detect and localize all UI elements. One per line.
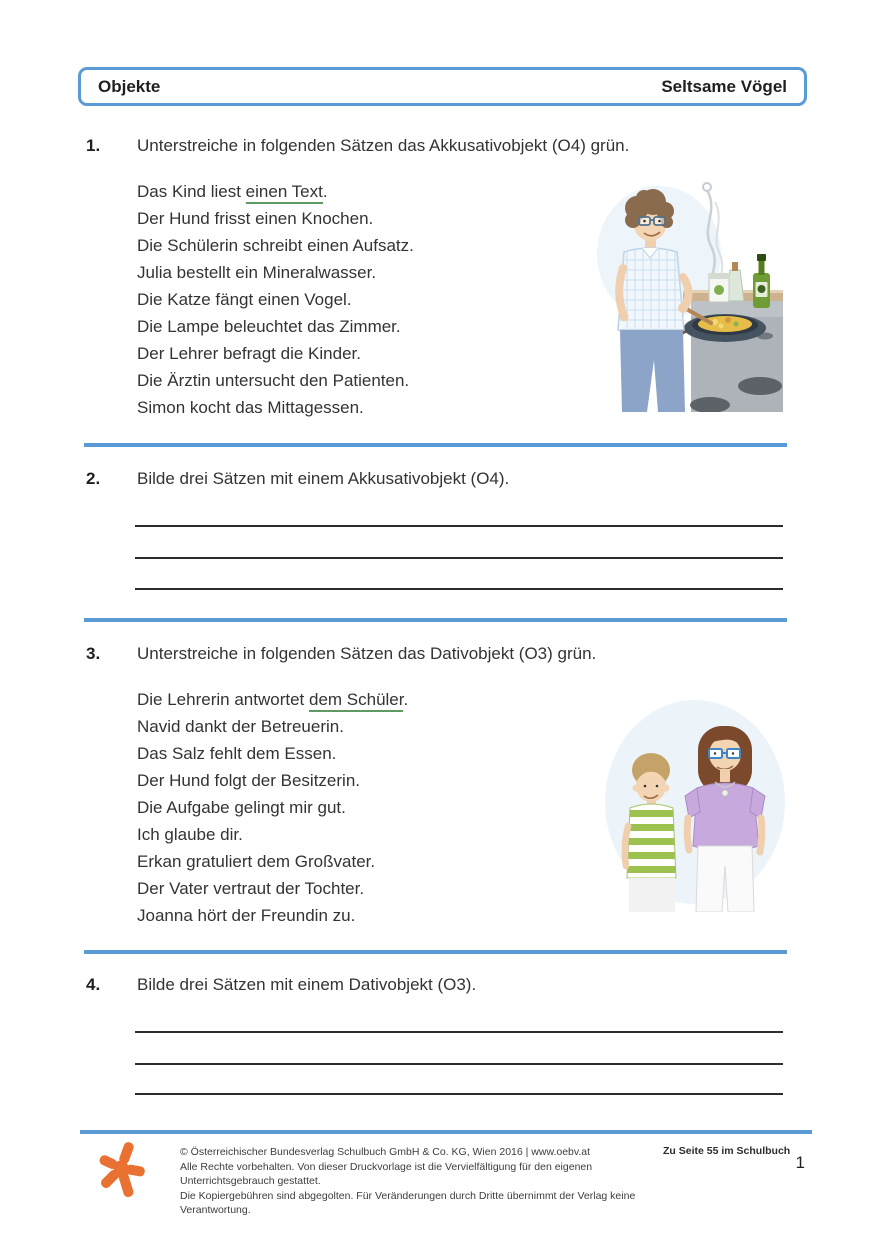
- sentence: Der Hund folgt der Besitzerin.: [137, 771, 360, 790]
- exercise2-instruction: Bilde drei Sätzen mit einem Akkusativobjekt (O4).: [137, 469, 510, 488]
- writing-line: [135, 525, 783, 527]
- green-underlined-object: dem Schüler: [309, 690, 404, 712]
- writing-line: [135, 1031, 783, 1033]
- sentence: Das Kind liest einen Text.: [137, 178, 414, 205]
- exercise4-number: 4.: [86, 975, 101, 994]
- sentence: Die Schülerin schreibt einen Aufsatz.: [137, 236, 414, 255]
- section-divider: [84, 443, 787, 447]
- header-title-box: [78, 67, 807, 106]
- writing-line: [135, 588, 783, 590]
- exercise1-sentence-list: [137, 178, 414, 421]
- sentence: Der Hund frisst einen Knochen.: [137, 209, 374, 228]
- header-topic-label: Objekte: [98, 76, 161, 96]
- sentence: Die Lampe beleuchtet das Zimmer.: [137, 317, 401, 336]
- header-series-label: Seltsame Vögel: [661, 76, 787, 96]
- sentence: Die Aufgabe gelingt mir gut.: [137, 798, 346, 817]
- boy-pants: [629, 878, 675, 912]
- writing-line: [135, 557, 783, 559]
- sentence: Julia bestellt ein Mineralwasser.: [137, 263, 377, 282]
- sentence: Der Lehrer befragt die Kinder.: [137, 344, 361, 363]
- sentence: Ich glaube dir.: [137, 825, 243, 844]
- exercise2-number: 2.: [86, 469, 101, 488]
- man-cooking-illustration: [597, 178, 783, 412]
- writing-line: [135, 1063, 783, 1065]
- page-number: 1: [795, 1153, 805, 1172]
- sentence: Die Katze fängt einen Vogel.: [137, 290, 352, 309]
- sentence: Die Ärztin untersucht den Patienten.: [137, 371, 410, 390]
- oebv-logo-icon: [97, 1140, 147, 1200]
- exercise1-instruction: Unterstreiche in folgenden Sätzen das Akkusativobjekt (O4) grün.: [137, 136, 630, 155]
- section-divider: [84, 950, 787, 954]
- sentence: Erkan gratuliert dem Großvater.: [137, 852, 376, 871]
- sentence: Simon kocht das Mittagessen.: [137, 398, 364, 417]
- man-jeans: [620, 330, 685, 412]
- exercise3-sentence-list: [137, 686, 408, 929]
- sentence: Navid dankt der Betreuerin.: [137, 717, 344, 736]
- exercise1-number: 1.: [86, 136, 101, 155]
- sentence: Das Salz fehlt dem Essen.: [137, 744, 337, 763]
- sentence: Joanna hört der Freundin zu.: [137, 906, 356, 925]
- schoolbook-page-reference: Zu Seite 55 im Schulbuch: [663, 1145, 791, 1157]
- boy-and-woman-illustration: [603, 694, 785, 912]
- exercise4-instruction: Bilde drei Sätzen mit einem Dativobjekt (O3).: [137, 975, 477, 994]
- copyright-text: © Österreichischer Bundesverlag Schulbuch GmbH & Co. KG, Wien 2016 | www.oebv.at Alle Rechte vorbehalten. Von dieser Druckvorlage ist die Vervielfältigung für den eigenen Unterrichtsgebrauch gestattet. Die Kopiergebühren sind abgegolten. Für Veränderungen durch Dritte übernimmt der Verlag keine Verantwortung.: [180, 1146, 636, 1216]
- exercise3-instruction: Unterstreiche in folgenden Sätzen das Dativobjekt (O3) grün.: [137, 644, 597, 663]
- sentence: Die Lehrerin antwortet dem Schüler.: [137, 686, 408, 713]
- footer-divider: [80, 1130, 812, 1134]
- writing-line: [135, 1093, 783, 1095]
- sentence: Der Vater vertraut der Tochter.: [137, 879, 365, 898]
- green-underlined-object: einen Text: [246, 182, 323, 204]
- exercise3-number: 3.: [86, 644, 101, 663]
- section-divider: [84, 618, 787, 622]
